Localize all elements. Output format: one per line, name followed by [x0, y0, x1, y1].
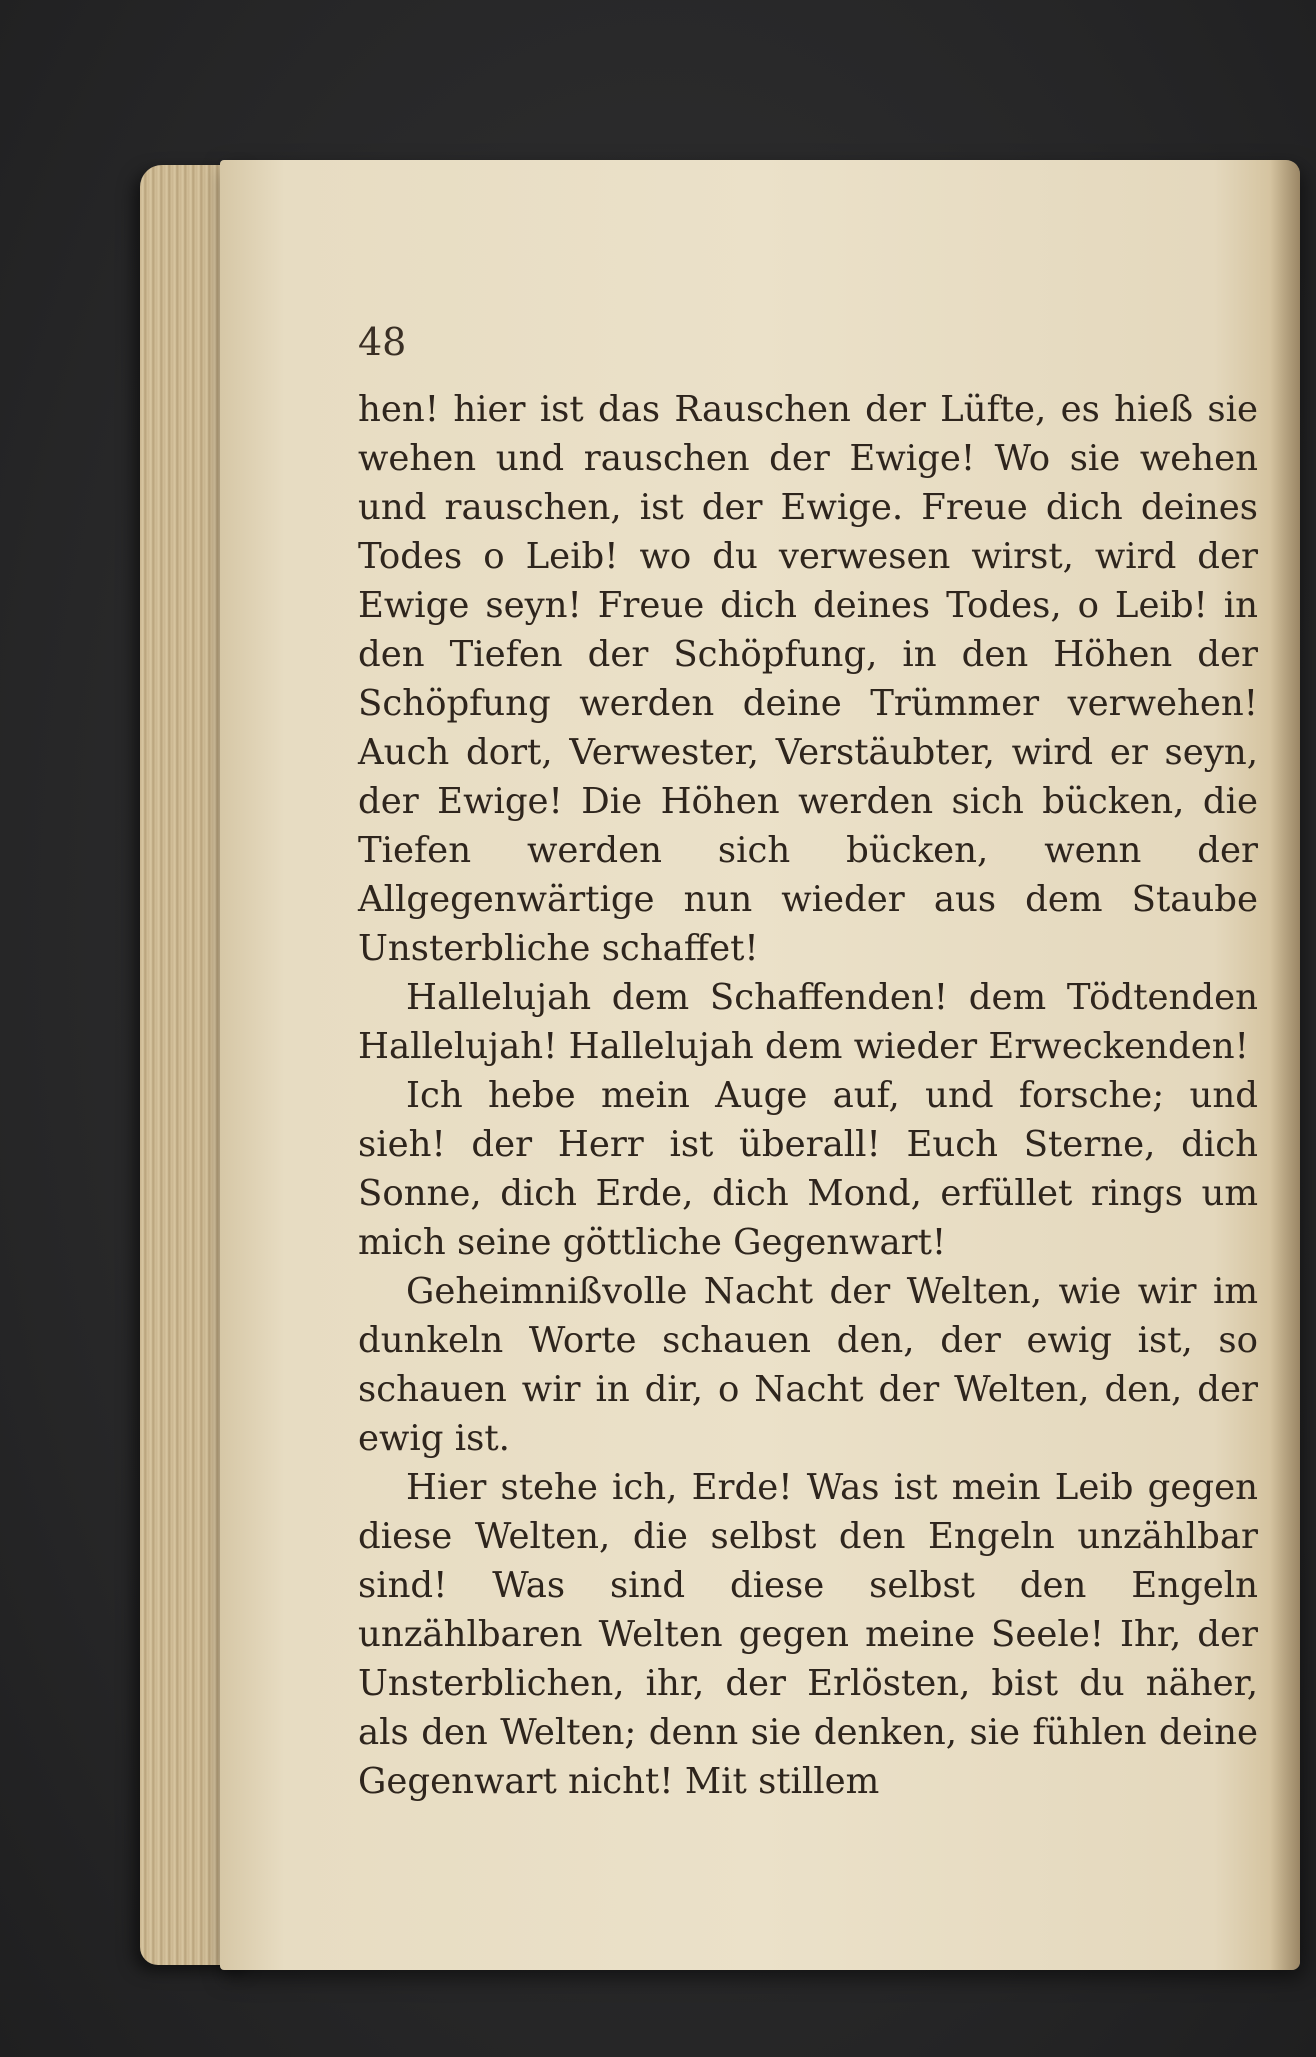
page-number: 48 [358, 320, 407, 364]
paragraph: Geheimnißvolle Nacht der Welten, wie wir im dunkeln Worte schauen den, der ewig ist, so schauen wir in dir, o Nacht der Welten, den, der ewig ist. [358, 1271, 1258, 1459]
page-gutter-shadow [1270, 160, 1300, 1970]
paragraph: Hallelujah dem Schaffenden! dem Tödtenden Hallelujah! Hallelujah dem wieder Erweckenden! [358, 977, 1258, 1067]
book-page [220, 160, 1300, 1970]
paragraph: Ich hebe mein Auge auf, und forsche; und sieh! der Herr ist überall! Euch Sterne, dich Sonne, dich Erde, dich Mond, erfüllet rings um mich seine göttliche Gegenwart! [358, 1075, 1258, 1263]
page-text [358, 385, 1258, 1806]
paragraph: Hier stehe ich, Erde! Was ist mein Leib gegen diese Welten, die selbst den Engeln unzählbar sind! Was sind diese selbst den Engeln unzählbaren Welten gegen meine Seele! Ihr, der Unsterblichen, ihr, der Erlösten, bist du näher, als den Welten; denn sie denken, sie fühlen deine Gegenwart nicht! Mit stillem [358, 1467, 1258, 1802]
paragraph: hen! hier ist das Rauschen der Lüfte, es hieß sie wehen und rauschen der Ewige! Wo sie wehen und rauschen, ist der Ewige. Freue dich deines Todes o Leib! wo du verwesen wirst, wird der Ewige seyn! Freue dich deines Todes, o Leib! in den Tiefen der Schöpfung, in den Höhen der Schöpfung werden deine Trümmer verwehen! Auch dort, Verwester, Verstäubter, wird er seyn, der Ewige! Die Höhen werden sich bücken, die Tiefen werden sich bücken, wenn der Allgegenwärtige nun wieder aus dem Staube Unsterbliche schaffet! [358, 389, 1258, 969]
